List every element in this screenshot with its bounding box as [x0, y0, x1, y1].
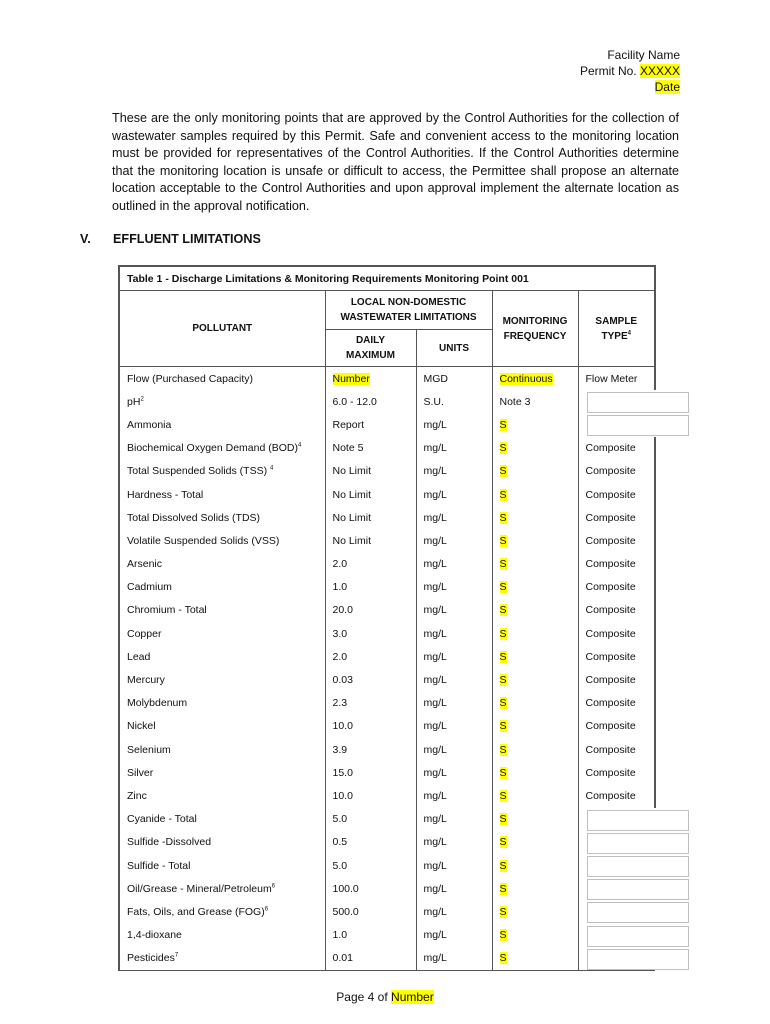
table-row	[119, 692, 655, 715]
pollutant-cell: Total Suspended Solids (TSS) $^4$	[119, 460, 325, 483]
permit-number: XXXXX	[639, 64, 680, 78]
table-row	[119, 413, 655, 436]
frequency-cell: S	[492, 692, 578, 715]
daily-max-cell: No Limit	[325, 483, 416, 506]
section-title: EFFLUENT LIMITATIONS	[113, 232, 261, 246]
sample-type-cell: Composite	[578, 622, 655, 645]
table-row	[119, 738, 655, 761]
table-row	[119, 437, 655, 460]
frequency-cell: Note 3	[492, 390, 578, 413]
units-cell: mg/L	[416, 877, 492, 900]
units-cell: mg/L	[416, 576, 492, 599]
page-label: Page	[336, 990, 365, 1004]
section-heading	[80, 232, 261, 246]
pollutant-cell: Cyanide - Total	[119, 808, 325, 831]
daily-max-cell: 5.0	[325, 808, 416, 831]
units-cell: mg/L	[416, 692, 492, 715]
frequency-cell: S	[492, 738, 578, 761]
sample-type-cell: Flow Meter	[578, 367, 655, 391]
frequency-cell: S	[492, 761, 578, 784]
table-row	[119, 877, 655, 900]
sample-type-cell: Composite	[578, 483, 655, 506]
daily-max-cell: 6.0 - 12.0	[325, 390, 416, 413]
units-cell: mg/L	[416, 854, 492, 877]
header-date: Date	[654, 80, 680, 94]
table-row	[119, 761, 655, 784]
empty-sample-type-box	[587, 833, 689, 854]
units-cell: mg/L	[416, 460, 492, 483]
table-row	[119, 715, 655, 738]
frequency-cell: S	[492, 645, 578, 668]
header-units: UNITS	[416, 330, 492, 367]
frequency-cell: S	[492, 808, 578, 831]
frequency-cell: S	[492, 715, 578, 738]
pollutant-cell: Molybdenum	[119, 692, 325, 715]
empty-sample-type-box	[587, 926, 689, 947]
pollutant-cell: Lead	[119, 645, 325, 668]
daily-max-cell: Note 5	[325, 437, 416, 460]
frequency-cell: S	[492, 877, 578, 900]
sample-type-cell: Composite	[578, 599, 655, 622]
frequency-cell: S	[492, 622, 578, 645]
frequency-cell: S	[492, 413, 578, 436]
table-row	[119, 553, 655, 576]
daily-max-cell: 3.0	[325, 622, 416, 645]
frequency-cell: S	[492, 784, 578, 807]
table-row	[119, 900, 655, 923]
pollutant-cell: Cadmium	[119, 576, 325, 599]
daily-max-cell: 15.0	[325, 761, 416, 784]
units-cell: mg/L	[416, 808, 492, 831]
daily-max-cell: 1.0	[325, 576, 416, 599]
sample-type-cell: Composite	[578, 738, 655, 761]
sample-type-cell: Composite	[578, 529, 655, 552]
units-cell: mg/L	[416, 599, 492, 622]
pollutant-cell: Nickel	[119, 715, 325, 738]
frequency-cell: S	[492, 599, 578, 622]
frequency-cell: S	[492, 506, 578, 529]
daily-max-cell: Report	[325, 413, 416, 436]
units-cell: mg/L	[416, 506, 492, 529]
units-cell: mg/L	[416, 529, 492, 552]
discharge-limits-table	[118, 265, 656, 971]
daily-max-cell: 20.0	[325, 599, 416, 622]
sample-type-cell: Composite	[578, 506, 655, 529]
table-row	[119, 483, 655, 506]
empty-sample-type-box	[587, 879, 689, 900]
page-total: Number	[391, 990, 434, 1004]
frequency-cell: S	[492, 900, 578, 923]
pollutant-cell: Pesticides$^7$	[119, 947, 325, 971]
units-cell: mg/L	[416, 738, 492, 761]
table-row	[119, 947, 655, 971]
pollutant-cell: Copper	[119, 622, 325, 645]
units-cell: MGD	[416, 367, 492, 391]
pollutant-cell: Arsenic	[119, 553, 325, 576]
pollutant-cell: Fats, Oils, and Grease (FOG)$^6$	[119, 900, 325, 923]
daily-max-cell: 1.0	[325, 924, 416, 947]
table-row	[119, 645, 655, 668]
table-body	[119, 367, 655, 971]
sample-type-cell: Composite	[578, 715, 655, 738]
table-row	[119, 808, 655, 831]
table-row	[119, 924, 655, 947]
units-cell: mg/L	[416, 645, 492, 668]
table-row	[119, 854, 655, 877]
pollutant-cell: Ammonia	[119, 413, 325, 436]
pollutant-cell: Flow (Purchased Capacity)	[119, 367, 325, 391]
sample-type-cell: Composite	[578, 668, 655, 691]
pollutant-cell: Selenium	[119, 738, 325, 761]
permit-number-line	[580, 63, 680, 79]
units-cell: mg/L	[416, 483, 492, 506]
frequency-cell: S	[492, 854, 578, 877]
of-label: of	[377, 990, 388, 1004]
pollutant-cell: Oil/Grease - Mineral/Petroleum$^6$	[119, 877, 325, 900]
units-cell: mg/L	[416, 831, 492, 854]
units-cell: mg/L	[416, 413, 492, 436]
pollutant-cell: Sulfide -Dissolved	[119, 831, 325, 854]
sample-type-cell: Composite	[578, 576, 655, 599]
header-frequency: MONITORING FREQUENCY	[492, 291, 578, 367]
pollutant-cell: Zinc	[119, 784, 325, 807]
daily-max-cell: 10.0	[325, 784, 416, 807]
sample-type-cell: Composite	[578, 553, 655, 576]
units-cell: mg/L	[416, 553, 492, 576]
daily-max-cell: No Limit	[325, 529, 416, 552]
units-cell: mg/L	[416, 947, 492, 971]
daily-max-cell: 500.0	[325, 900, 416, 923]
table-row	[119, 668, 655, 691]
daily-max-cell: 0.5	[325, 831, 416, 854]
table-row	[119, 529, 655, 552]
frequency-cell: S	[492, 831, 578, 854]
frequency-cell: S	[492, 924, 578, 947]
daily-max-cell: 0.03	[325, 668, 416, 691]
frequency-cell: Continuous	[492, 367, 578, 391]
frequency-cell: S	[492, 668, 578, 691]
document-header	[580, 47, 680, 95]
empty-sample-type-box	[587, 810, 689, 831]
table-row	[119, 460, 655, 483]
sample-type-cell: Composite	[578, 645, 655, 668]
units-cell: mg/L	[416, 761, 492, 784]
units-cell: mg/L	[416, 622, 492, 645]
pollutant-cell: Total Dissolved Solids (TDS)	[119, 506, 325, 529]
units-cell: mg/L	[416, 924, 492, 947]
daily-max-cell: 2.3	[325, 692, 416, 715]
daily-max-cell: 2.0	[325, 553, 416, 576]
frequency-cell: S	[492, 529, 578, 552]
pollutant-cell: Mercury	[119, 668, 325, 691]
empty-sample-type-box	[587, 392, 689, 413]
header-local-limits: LOCAL NON-DOMESTIC WASTEWATER LIMITATIONS	[325, 291, 492, 330]
daily-max-cell: 3.9	[325, 738, 416, 761]
units-cell: S.U.	[416, 390, 492, 413]
daily-max-cell: No Limit	[325, 460, 416, 483]
page-number: 4	[367, 990, 375, 1004]
empty-sample-type-box	[587, 856, 689, 877]
daily-max-cell: 10.0	[325, 715, 416, 738]
units-cell: mg/L	[416, 900, 492, 923]
units-cell: mg/L	[416, 437, 492, 460]
daily-max-cell: 5.0	[325, 854, 416, 877]
sample-type-cell: Composite	[578, 784, 655, 807]
sample-type-cell: Composite	[578, 692, 655, 715]
units-cell: mg/L	[416, 715, 492, 738]
permit-label: Permit No.	[579, 64, 637, 78]
pollutant-cell: Sulfide - Total	[119, 854, 325, 877]
header-sample-type: SAMPLE TYPE$^4$	[578, 291, 655, 367]
frequency-cell: S	[492, 947, 578, 971]
table-row	[119, 367, 655, 391]
frequency-cell: S	[492, 553, 578, 576]
pollutant-cell: $pH^2$	[119, 390, 325, 413]
pollutant-cell: Volatile Suspended Solids (VSS)	[119, 529, 325, 552]
sample-type-cell: Composite	[578, 761, 655, 784]
header-pollutant: POLLUTANT	[119, 291, 325, 367]
facility-name: Facility Name	[607, 48, 680, 62]
table-row	[119, 831, 655, 854]
page-footer	[0, 990, 770, 1004]
empty-sample-type-box	[587, 902, 689, 923]
pollutant-cell: Biochemical Oxygen Demand (BOD)$^4$	[119, 437, 325, 460]
table-row	[119, 784, 655, 807]
sample-type-cell: Composite	[578, 437, 655, 460]
frequency-cell: S	[492, 576, 578, 599]
daily-max-cell: Number	[325, 367, 416, 391]
pollutant-cell: 1,4-dioxane	[119, 924, 325, 947]
daily-max-cell: 2.0	[325, 645, 416, 668]
table-row	[119, 576, 655, 599]
sample-type-cell: Composite	[578, 460, 655, 483]
empty-sample-type-box	[587, 415, 689, 436]
frequency-cell: S	[492, 460, 578, 483]
table-row	[119, 622, 655, 645]
pollutant-cell: Silver	[119, 761, 325, 784]
pollutant-cell: Hardness - Total	[119, 483, 325, 506]
frequency-cell: S	[492, 437, 578, 460]
daily-max-cell: 0.01	[325, 947, 416, 971]
table-caption: Table 1 - Discharge Limitations & Monitoring Requirements Monitoring Point 001	[119, 266, 655, 291]
table-row	[119, 506, 655, 529]
units-cell: mg/L	[416, 784, 492, 807]
daily-max-cell: No Limit	[325, 506, 416, 529]
table-row	[119, 390, 655, 413]
daily-max-cell: 100.0	[325, 877, 416, 900]
empty-sample-type-box	[587, 949, 689, 970]
frequency-cell: S	[492, 483, 578, 506]
intro-paragraph: These are the only monitoring points that are approved by the Control Authorities for the collection of wastewater samples required by this Permit. Safe and convenient access to the monitoring location must be provided for representatives of the Control Authorities. If the Control Authorities determine that the monitoring location is unsafe or difficult to access, the Permittee shall propose an alternate location acceptable to the Control Authorities and upon approval implement the alternate location as outlined in the approval notification.	[112, 111, 679, 213]
header-daily-maximum: DAILY MAXIMUM	[325, 330, 416, 367]
section-number: V.	[80, 232, 91, 246]
table-row	[119, 599, 655, 622]
pollutant-cell: Chromium - Total	[119, 599, 325, 622]
units-cell: mg/L	[416, 668, 492, 691]
